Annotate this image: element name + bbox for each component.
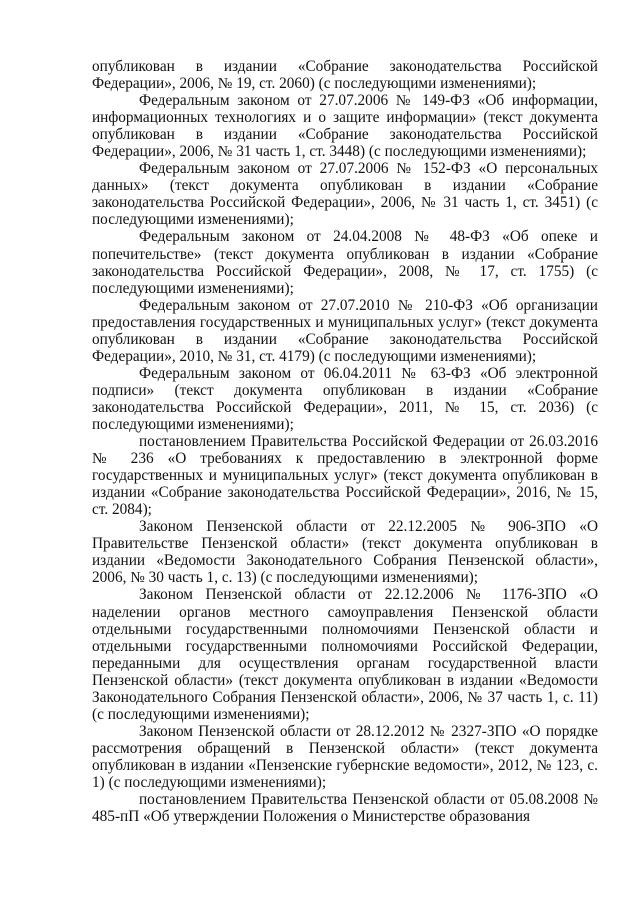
paragraph-law-1176-zpo: Законом Пензенской области от 22.12.2006 № 1176-ЗПО «О наделении органов местного самоуправления Пензенской области отдельными государственными полномочиями Пензенской области и отдельными государственными полномочиями Российской Федерации, переданными для осуществления органам государственной власти Пензенской области» (текст документа опубликован в издании «Ведомости Законодательного Собрания Пензенской области», 2006, № 37 часть 1, с. 11) (с последующими изменениями); [92, 586, 598, 723]
paragraph-continuation: опубликован в издании «Собрание законодательства Российской Федерации», 2006, № 19, ст. 2060) (с последующими изменениями); [92, 58, 598, 93]
paragraph-resolution-236: постановлением Правительства Российской Федерации от 26.03.2016 № 236 «О требованиях к предоставлению в электронной форме государственных и муниципальных услуг» (текст документа опубликован в издании «Собрание законодательства Российской Федерации», 2016, № 15, ст. 2084); [92, 433, 598, 519]
paragraph-resolution-485-pp: постановлением Правительства Пензенской области от 05.08.2008 № 485-пП «Об утверждении Положения о Министерстве образования [92, 791, 598, 826]
paragraph-law-210-fz: Федеральным законом от 27.07.2010 № 210-ФЗ «Об организации предоставления государственных и муниципальных услуг» (текст документа опубликован в издании «Собрание законодательства Российской Федерации», 2010, № 31, ст. 4179) (с последующими изменениями); [92, 296, 598, 365]
document-page [92, 58, 598, 825]
paragraph-law-152-fz: Федеральным законом от 27.07.2006 № 152-ФЗ «О персональных данных» (текст документа опубликован в издании «Собрание законодательства Российской Федерации», 2006, № 31 часть 1, ст. 3451) (с последующими изменениями); [92, 160, 598, 229]
paragraph-law-906-zpo: Законом Пензенской области от 22.12.2005 № 906-ЗПО «О Правительстве Пензенской области» (текст документа опубликован в издании «Ведомости Законодательного Собрания Пензенской области», 2006, № 30 часть 1, с. 13) (с последующими изменениями); [92, 518, 598, 587]
paragraph-law-2327-zpo: Законом Пензенской области от 28.12.2012 № 2327-ЗПО «О порядке рассмотрения обращений в Пензенской области» (текст документа опубликован в издании «Пензенские губернские ведомости», 2012, № 123, с. 1) (с последующими изменениями); [92, 722, 598, 791]
paragraph-law-48-fz: Федеральным законом от 24.04.2008 № 48-ФЗ «Об опеке и попечительстве» (текст документа опубликован в издании «Собрание законодательства Российской Федерации», 2008, № 17, ст. 1755) (с последующими изменениями); [92, 228, 598, 297]
paragraph-law-149-fz: Федеральным законом от 27.07.2006 № 149-ФЗ «Об информации, информационных технологиях и о защите информации» (текст документа опубликован в издании «Собрание законодательства Российской Федерации», 2006, № 31 часть 1, ст. 3448) (с последующими изменениями); [92, 92, 598, 161]
paragraph-law-63-fz: Федеральным законом от 06.04.2011 № 63-ФЗ «Об электронной подписи» (текст документа опубликован в издании «Собрание законодательства Российской Федерации», 2011, № 15, ст. 2036) (с последующими изменениями); [92, 364, 598, 433]
